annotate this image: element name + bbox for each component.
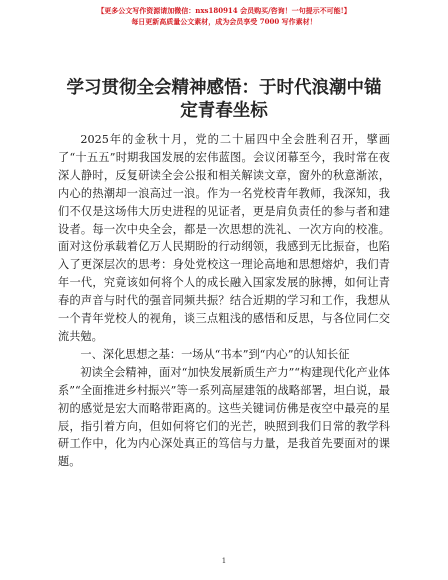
section-heading-1: 一、深化思想之基：一场从“书本”到“内心”的认知长征 [80,347,350,361]
page-number: 1 [221,557,227,565]
promo-banner-line-2: 每日更新高质量公文素材，成为会员享受 7000 写作素材！ [131,17,317,26]
body-paragraph-2: 初读全会精神，面对“加快发展新质生产力”“构建现代化产业体系”“全面推进乡村振兴”等一系列高屋建瓴的战略部署，坦白说，最初的感觉是宏大而略带距离的。这些关键词仿佛是夜空中最亮的星辰，指引着方向，但如何将它们的光芒，映照到我们日常的教学科研工作中，化为内心深处真正的笃信与力量，是我首先要面对的课题。 [58,365,390,469]
body-paragraph-1: 2025年的金秋十月，党的二十届四中全会胜利召开，擘画了“十五五”时期我国发展的宏伟蓝图。会议闭幕至今，我时常在夜深人静时，反复研读全会公报和相关解读文章，窗外的秋意渐浓，内心的热潮却一浪高过一浪。作为一名党校青年教师，我深知，我们不仅是这场伟大历史进程的见证者，更是肩负责任的参与者和建设者。每一次中央全会，都是一次思想的洗礼、一次方向的校准。面对这份承载着亿万人民期盼的行动纲领，我感到无比振奋，也陷入了更深层次的思考：身处党校这一理论高地和思想熔炉，我们青年一代，究竟该如何将个人的成长融入国家发展的脉搏，如何让青春的声音与时代的强音同频共振？结合近期的学习和工作，我想从一个青年党校人的视角，谈三点粗浅的感悟和反思，与各位同仁交流共勉。 [58,133,390,343]
promo-banner-line-1: 【更多公文写作资源请加微信：nxs180914 会员购买/咨询！一句提示不可能!】 [97,6,351,15]
document-body [58,131,390,471]
document-title: 学习贯彻全会精神感悟：于时代浪潮中锚定青春坐标 [66,78,382,121]
